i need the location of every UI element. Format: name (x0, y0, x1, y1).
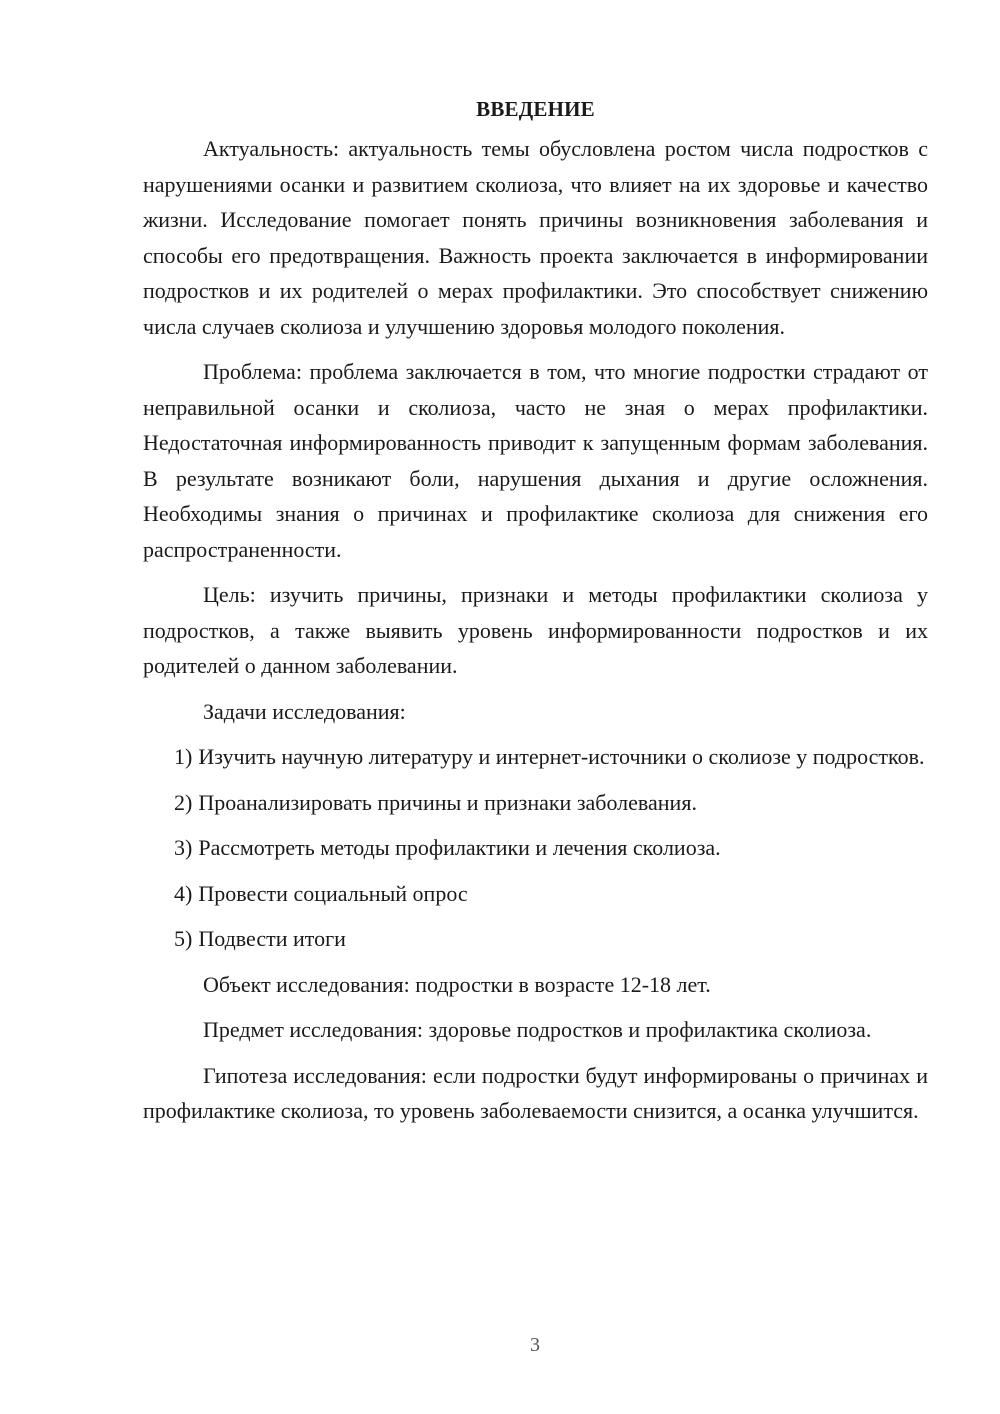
task-item (143, 739, 928, 775)
task-text: Проанализировать причины и признаки заболевания. (198, 789, 697, 815)
task-number: 1) (174, 744, 193, 769)
task-item (143, 876, 928, 912)
task-text: Рассмотреть методы профилактики и лечения сколиоза. (198, 835, 721, 860)
goal-paragraph: Цель: изучить причины, признаки и методы профилактики сколиоза у подростков, а также выявить уровень информированности подростков и их родителей о данном заболевании. (143, 582, 928, 678)
object-paragraph: Объект исследования: подростки в возрасте 12-18 лет. (203, 971, 711, 997)
relevance-paragraph: Актуальность: актуальность темы обусловлена ростом числа подростков с нарушениями осанки и развитием сколиоза, что влияет на их здоровье и качество жизни. Исследование помогает понять причины возникновения заболевания и способы его предотвращения. Важность проекта заключается в информировании подростков и их родителей о мерах профилактики. Это способствует снижению числа случаев сколиоза и улучшению здоровья молодого поколения. (143, 136, 928, 339)
tasks-heading: Задачи исследования: (203, 698, 406, 724)
document-title: ВВЕДЕНИЕ (476, 97, 595, 121)
task-text: Подвести итоги (198, 926, 346, 951)
tasks-list (143, 739, 928, 957)
task-number: 2) (174, 789, 193, 815)
task-item (143, 830, 928, 866)
task-item (143, 921, 928, 957)
task-text: Провести социальный опрос (198, 880, 468, 906)
task-number: 3) (174, 835, 193, 860)
problem-paragraph: Проблема: проблема заключается в том, что многие подростки страдают от неправильной осанки и сколиоза, часто не зная о мерах профилактики. Недостаточная информированность приводит к запущенным формам заболевания. В результате возникают боли, нарушения дыхания и другие осложнения. Необходимы знания о причинах и профилактике сколиоза для снижения его распространенности. (143, 359, 928, 562)
task-text: Изучить научную литературу и интернет-источники о сколиозе у подростков. (198, 744, 925, 769)
hypothesis-paragraph: Гипотеза исследования: если подростки будут информированы о причинах и профилактике сколиоза, то уровень заболеваемости снизится, а осанка улучшится. (143, 1062, 928, 1123)
page-number: 3 (530, 1334, 540, 1356)
document-page (143, 92, 928, 1139)
task-number: 4) (174, 880, 193, 906)
subject-paragraph: Предмет исследования: здоровье подростков и профилактика сколиоза. (203, 1017, 872, 1042)
task-item (143, 785, 928, 821)
task-number: 5) (174, 926, 193, 951)
